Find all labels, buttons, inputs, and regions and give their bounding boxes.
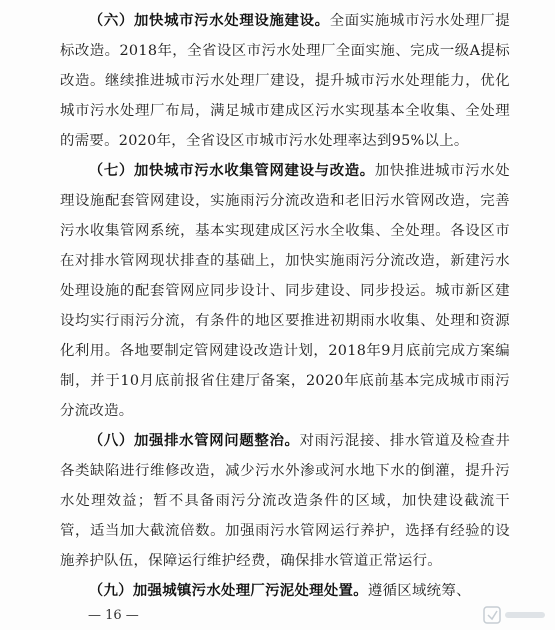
section-8 <box>60 426 510 576</box>
section-8-heading: （八）加强排水管网问题整治。 <box>88 432 300 449</box>
section-9-heading: （九）加强城镇污水处理厂污泥处理处置。 <box>88 582 368 599</box>
section-7-heading: （七）加快城市污水收集管网建设与改造。 <box>88 162 375 179</box>
section-6-body: 全面实施城市污水处理厂提标改造。2018年，全省设区市污水处理厂全面实施、完成一级A提标改造。继续推进城市污水处理厂建设，提升城市污水处理能力，优化城市污水处理厂布局，满足城市建成区污水实现基本全收集、全处理的需要。2020年，全省设区市城市污水处理率达到95%以上。 <box>60 13 510 149</box>
document-body <box>60 6 510 606</box>
section-7-body: 加快推进城市污水处理设施配套管网建设，实施雨污分流改造和老旧污水管网改造，完善污水收集管网系统，基本实现建成区污水全收集、全处理。各设区市在对排水管网现状排查的基础上，加快实施雨污分流改造，新建污水处理设施的配套管网应同步设计、同步建设、同步投运。城市新区建设均实行雨污分流，有条件的地区要推进初期雨水收集、处理和资源化利用。各地要制定管网建设改造计划，2018年9月底前完成方案编制，并于10月底前报省住建厅备案，2020年底前基本完成城市雨污分流改造。 <box>60 163 510 419</box>
section-9-body: 遵循区域统筹、 <box>367 583 471 599</box>
section-6-heading: （六）加快城市污水处理设施建设。 <box>88 12 330 29</box>
watermark-logo <box>483 604 549 626</box>
section-9 <box>60 576 510 606</box>
section-7 <box>60 156 510 426</box>
section-6 <box>60 6 510 156</box>
page-number: — 16 — <box>88 608 139 623</box>
section-8-body: 对雨污混接、排水管道及检查井各类缺陷进行维修改造，减少污水外渗或河水地下水的倒灌，提升污水处理效益；暂不具备雨污分流改造条件的区域，加快建设截流干管，适当加大截流倍数。加强雨污水管网运行养护，选择有经验的设施养护队伍，保障运行维护经费，确保排水管道正常运行。 <box>60 433 511 569</box>
